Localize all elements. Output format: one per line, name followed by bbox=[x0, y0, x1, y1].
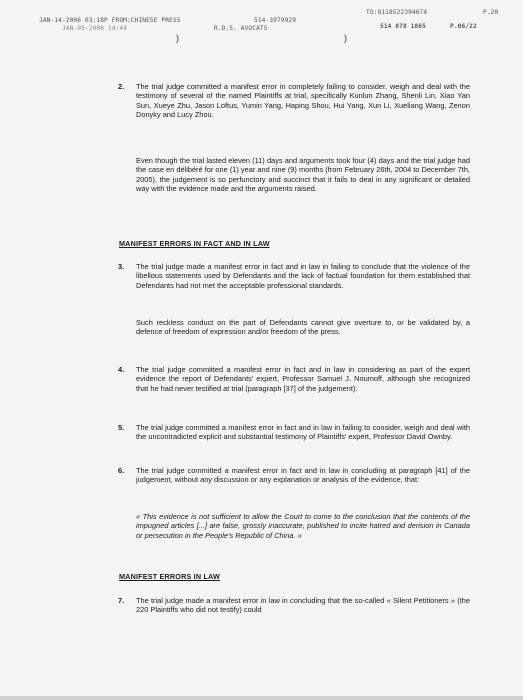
quotation-text: « This evidence is not sufficient to allow the Court to come to the conclusion that the contents of the impugned articles [...] are false, grossly inaccurate, published to incite hatred and derision in Canada or persecution in the People's Republic of China. » bbox=[136, 512, 470, 540]
hole-punch-mark-right: ) bbox=[344, 33, 347, 43]
paragraph-text: The trial judge made a manifest error in fact and in law in failing to conclude that the violence of the libellous statements used by Defendants and the lack of factual foundation for them established that Defendants had not met the acceptable professional standards. bbox=[136, 262, 470, 290]
paragraph-text: Such reckless conduct on the part of Defendants cannot give overture to, or be validated by, a defence of freedom of expression and/or freedom of the press. bbox=[136, 318, 470, 337]
fax-header-date-2: JAN-05-2006 14:44 bbox=[62, 25, 128, 32]
paragraph-text: The trial judge made a manifest error in law in concluding that the so-called « Silent Petitioners » (the 220 Plaintiffs who did not testify) could bbox=[136, 596, 470, 615]
paragraph-text: The trial judge committed a manifest error in fact and in law in considering as part of the expert evidence the report of Defendants' expert, Professor Samuel J. Noumoff, although she recognized that he had never testified at trial (paragraph [37] of the judgement). bbox=[136, 365, 470, 393]
fax-header-phone: 514-3979929 bbox=[254, 17, 297, 24]
fax-header-page: P.20 bbox=[483, 9, 499, 16]
paragraph-text: Even though the trial lasted eleven (11) days and arguments took four (4) days and the trial judge had the case en délibéré for one (1) year and nine (9) months (from February 26th, 2004 to December 7th, 2005), the judgement is so perfunctory and succinct that it fails to deal in any significant or detailed way with the evidence made and the arguments raised. bbox=[136, 156, 470, 193]
fax-header-firm: R.D.S. AVOCATS bbox=[214, 25, 268, 32]
paragraph-number: 4. bbox=[118, 365, 125, 374]
judgement-quotation bbox=[136, 512, 470, 540]
paragraph-text: The trial judge committed a manifest error in fact and in law in failing to consider, weigh and deal with the uncontradicted explicit and substantial testimony of Plaintiffs' expert, Professor David Ownby. bbox=[136, 423, 470, 442]
paragraph-number: 5. bbox=[118, 423, 125, 432]
paragraph-number: 2. bbox=[118, 82, 125, 91]
fax-header-fax-number: 514 878 1865 bbox=[380, 23, 426, 30]
paragraph-2-continuation bbox=[136, 156, 470, 193]
paragraph-text: The trial judge committed a manifest error in fact and in law in concluding at paragraph [41] of the judgement, without any discussion or any explanation or analysis of the evidence, that: bbox=[136, 466, 470, 485]
paragraph-3-continuation bbox=[136, 318, 470, 337]
fax-header-recipient: TO:0118522394674 bbox=[366, 9, 428, 16]
hole-punch-mark-left: ) bbox=[176, 33, 179, 43]
section-heading-fact-and-law: MANIFEST ERRORS IN FACT AND IN LAW bbox=[119, 239, 270, 248]
fax-header-page-count: P.06/22 bbox=[450, 23, 477, 30]
scan-edge bbox=[0, 696, 523, 700]
section-heading-law: MANIFEST ERRORS IN LAW bbox=[119, 572, 221, 581]
paragraph-number: 3. bbox=[118, 262, 125, 271]
paragraph-number: 7. bbox=[118, 596, 125, 605]
paragraph-text: The trial judge committed a manifest error in completely failing to consider, weigh and deal with the testimony of several of the named Plaintiffs at trial, specifically Kunlun Zhang, Shenli Lin, Xiao Yan Sun, Xueye Zhu, Jason Loftus, Yumin Yang, Haping Shou, Hui Yang, Xun Li, Xueliang Wang, Zenon Donyky and Lucy Zhou. bbox=[136, 82, 470, 119]
fax-header-sender: JAN-14-2006 03:18P FROM:CHINESE PRESS bbox=[39, 17, 181, 24]
paragraph-number: 6. bbox=[118, 466, 125, 475]
